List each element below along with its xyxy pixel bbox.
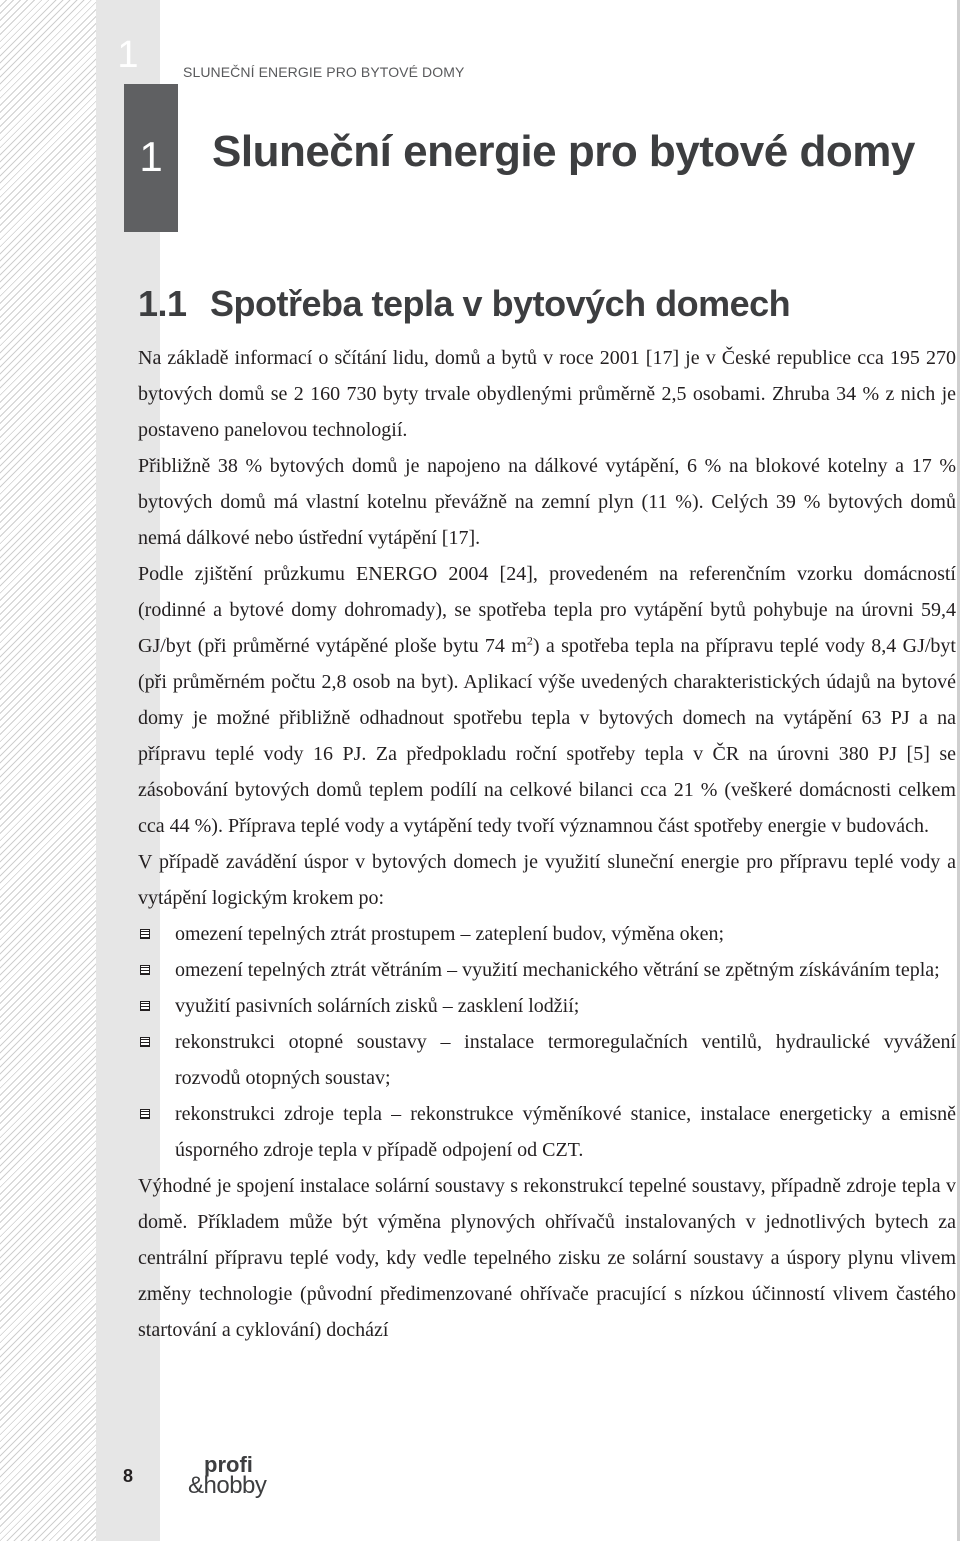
paragraph-4: V případě zavádění úspor v bytových domech je využití sluneční energie pro přípravu teplé vody a vytápění logickým krokem po:	[138, 851, 956, 909]
paragraph-3-part-1: Podle zjištění průzkumu ENERGO 2004 [24], provedeném na referenčním vzorku domácností (rodinné a bytové domy dohromady), se spotřeba tepla pro vytápění bytů pohybuje na úrovni 59,4 GJ/byt (při průměrné vytápěné ploše bytu 74 m	[138, 563, 956, 657]
paragraph-5: Výhodné je spojení instalace solární soustavy s rekonstrukcí tepelné soustavy, případně zdroje tepla v domě. Příkladem může být výměna plynových ohřívačů instalovaných v jednotlivých bytech za centrální přípravu teplé vody, kdy vedle tepelného zisku ze solární soustavy a úspory plynu vlivem změny technologie (původní předimenzované ohřívače pracující s nízkou účinností vlivem častého startování a cyklování) dochází	[138, 1175, 956, 1341]
paragraph-3	[138, 556, 956, 844]
list-item-text: rekonstrukci otopné soustavy – instalace termoregulačních ventilů, hydraulické vyvážení rozvodů otopných soustav;	[175, 1031, 956, 1089]
hatched-margin	[0, 0, 96, 1541]
bullet-icon	[140, 929, 150, 939]
list-item-text: využití pasivních solárních zisků – zasklení lodžií;	[175, 995, 580, 1017]
list-item-text: omezení tepelných ztrát prostupem – zateplení budov, výměna oken;	[175, 923, 725, 945]
profi-hobby-logo	[188, 1454, 288, 1506]
section-number: 1.1	[138, 283, 187, 324]
superscript-2: 2	[526, 633, 533, 648]
list-item	[138, 988, 956, 1024]
chapter-title: Sluneční energie pro bytové domy	[212, 127, 915, 176]
list-item	[138, 952, 956, 988]
list-item	[138, 1096, 956, 1168]
bullet-icon	[140, 965, 150, 975]
list-item-text: rekonstrukci zdroje tepla – rekonstrukce výměníkové stanice, instalace energeticky a emisně úsporného zdroje tepla v případě odpojení od CZT.	[175, 1103, 956, 1161]
list-item	[138, 916, 956, 952]
list-item-text: omezení tepelných ztrát větráním – využití mechanického větrání se zpětným získáváním tepla;	[175, 959, 940, 981]
list-item	[138, 1024, 956, 1096]
paragraph-3-part-2: ) a spotřeba tepla na přípravu teplé vody 8,4 GJ/byt (při průměrném počtu 2,8 osob na byt). Aplikací výše uvedených charakteristických údajů na bytové domy je možné přibližně odhadnout spotřebu tepla v bytových domech na vytápění 63 PJ a na přípravu teplé vody 16 PJ. Za předpokladu roční spotřeby tepla v ČR na úrovni 380 PJ [5] se zásobování bytových domů teplem podílí na celkové bilanci cca 21 % (veškeré domácnosti celkem cca 44 %). Příprava teplé vody a vytápění tedy tvoří významnou část spotřeby energie v budovách.	[138, 635, 956, 837]
paragraph-1: Na základě informací o sčítání lidu, domů a bytů v roce 2001 [17] je v České republice cca 195 270 bytových domů se 2 160 730 byty trvale obydlenými průměrně 2,5 osobami. Zhruba 34 % z nich je postaveno panelovou technologií.	[138, 347, 956, 441]
logo-line-2: &hobby	[188, 1472, 267, 1499]
running-title: SLUNEČNÍ ENERGIE PRO BYTOVÉ DOMY	[183, 64, 465, 80]
section-title: Spotřeba tepla v bytových domech	[210, 283, 791, 324]
body-text	[138, 340, 956, 1348]
logo-line-1: profi	[204, 1452, 253, 1477]
bullet-icon	[140, 1037, 150, 1047]
paragraph-2: Přibližně 38 % bytových domů je napojeno na dálkové vytápění, 6 % na blokové kotelny a 17 % bytových domů má vlastní kotelnu převážně na zemní plyn (11 %). Celých 39 % bytových domů nemá dálkové nebo ústřední vytápění [17].	[138, 455, 956, 549]
running-chapter-number: 1	[117, 34, 139, 76]
chapter-number: 1	[139, 133, 163, 180]
measures-list	[138, 916, 956, 1168]
page-number: 8	[122, 1466, 133, 1486]
bullet-icon	[140, 1109, 150, 1119]
bullet-icon	[140, 1001, 150, 1011]
section-heading	[138, 283, 791, 324]
